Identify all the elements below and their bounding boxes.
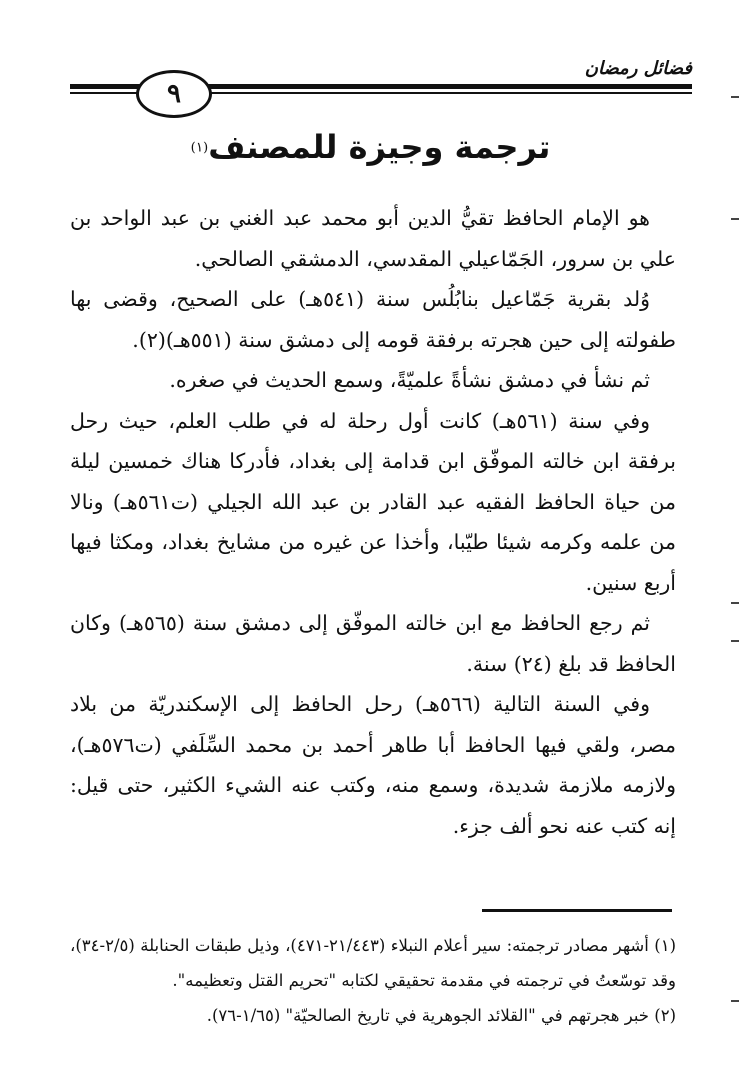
page-header: [70, 52, 692, 112]
paragraph: ثم نشأ في دمشق نشأةً علميّةً، وسمع الحديث في صغره.: [169, 368, 650, 392]
paragraph: وُلد بقرية جَمّاعيل بنابُلُس سنة (٥٤١هـ) على الصحيح، وقضى بها طفولته إلى حين هجرته برفقة قومه إلى دمشق سنة (٥٥١هـ)(٢).: [70, 287, 676, 352]
paragraph: ثم رجع الحافظ مع ابن خالته الموفّق إلى دمشق سنة (٥٦٥هـ) وكان الحافظ قد بلغ (٢٤) سنة.: [70, 611, 676, 676]
scan-tick-mark: [731, 96, 739, 98]
scan-tick-mark: [731, 1000, 739, 1002]
footnote: (١) أشهر مصادر ترجمته: سير أعلام النبلاء (٢١/٤٤٣-٤٧١)، وذيل طبقات الحنابلة (٢/٥-٣٤)، وقد توسّعتُ في ترجمته في مقدمة تحقيقي لكتابه "تحريم القتل وتعظيمه".: [70, 936, 676, 990]
running-title: فضائل رمضان: [584, 58, 692, 79]
scan-tick-mark: [731, 602, 739, 604]
footnote: (٢) خبر هجرتهم في "القلائد الجوهرية في تاريخ الصالحيّة" (١/٦٥-٧٦).: [206, 1006, 676, 1025]
paragraph: هو الإمام الحافظ تقيُّ الدين أبو محمد عبد الغني بن عبد الواحد بن علي بن سرور، الجَمّاعيلي المقدسي، الدمشقي الصالحي.: [70, 206, 676, 271]
footnotes: [70, 928, 676, 1033]
paragraph: وفي سنة (٥٦١هـ) كانت أول رحلة له في طلب العلم، حيث رحل برفقة ابن خالته الموفّق ابن قدامة إلى بغداد، فأدركا هناك خمسين ليلة من حياة الحافظ الفقيه عبد القادر بن عبد الله الجيلي (ت٥٦١هـ) ونالا من علمه وكرمه شيئا طيّبا، وأخذا عن غيره من مشايخ بغداد، ومكثا فيها أربع سنين.: [70, 408, 676, 595]
chapter-title: [0, 128, 741, 166]
title-footnote-ref: (١): [190, 140, 209, 156]
chapter-title-text: ترجمة وجيزة للمصنف: [208, 128, 551, 166]
scan-tick-mark: [731, 218, 739, 220]
paragraph: وفي السنة التالية (٥٦٦هـ) رحل الحافظ إلى الإسكندريّة من بلاد مصر، ولقي فيها الحافظ أبا طاهر أحمد بن محمد السِّلَفي (ت٥٧٦هـ)، ولازمه ملازمة شديدة، وسمع منه، وكتب عنه الشيء الكثير، حتى قيل: إنه كتب عنه نحو ألف جزء.: [70, 692, 676, 838]
page-number: ٩: [136, 70, 212, 118]
body-text: [70, 198, 676, 846]
footnote-separator: [482, 909, 672, 912]
scan-tick-mark: [731, 640, 739, 642]
